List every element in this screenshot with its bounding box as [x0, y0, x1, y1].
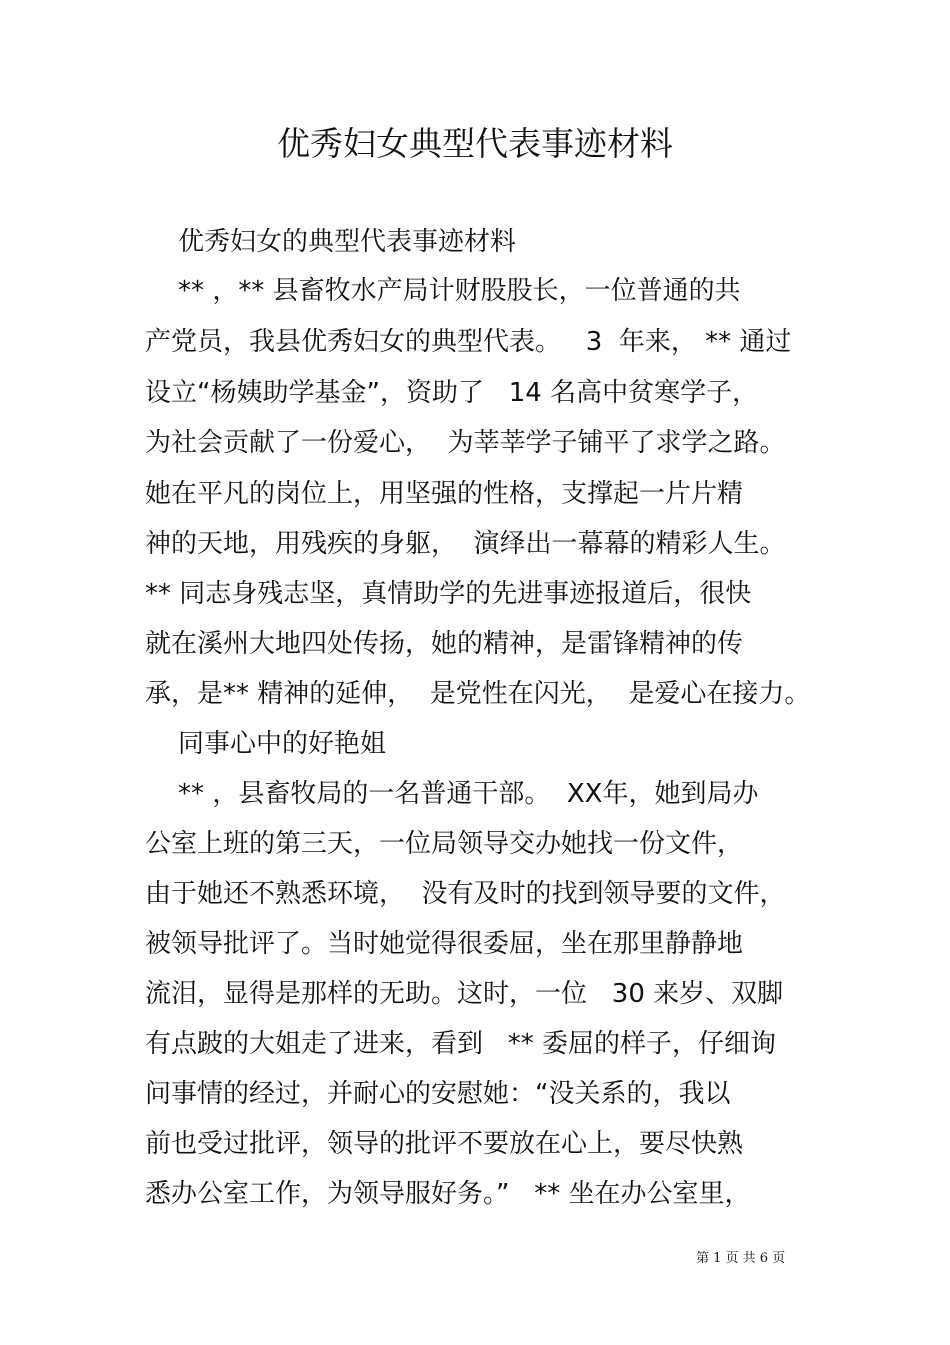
page-number: 第 1 页 共 6 页: [696, 1251, 786, 1266]
body-line: 问事情的经过，并耐心的安慰她：“没关系的，我以: [145, 1079, 731, 1109]
body-line: ** ，** 县畜牧水产局计财股股长，一位普通的共: [145, 276, 741, 306]
document-title: 优秀妇女典型代表事迹材料: [277, 124, 673, 163]
body-line: 有点跛的大姐走了进来，看到 ** 委屈的样子，仔细询: [145, 1029, 777, 1059]
body-line: 公室上班的第三天，一位局领导交办她找一份文件，: [145, 829, 744, 859]
body-line: 产党员，我县优秀妇女的典型代表。 3 年来， ** 通过: [145, 327, 792, 357]
body-line: 前也受过批评，领导的批评不要放在心上，要尽快熟: [145, 1129, 744, 1159]
body-line: 被领导批评了。当时她觉得很委屈，坐在那里静静地: [145, 929, 744, 959]
body-line: ** ，县畜牧局的一名普通干部。 XX年，她到局办: [145, 779, 759, 809]
body-line: 她在平凡的岗位上，用坚强的性格，支撑起一片片精: [145, 479, 744, 509]
body-line: 优秀妇女的典型代表事迹材料: [145, 227, 517, 257]
body-line: 流泪，显得是那样的无助。这时，一位 30 来岁、双脚: [145, 979, 784, 1009]
body-line: 为社会贡献了一份爱心， 为莘莘学子铺平了求学之路。: [145, 428, 786, 458]
body-line: 设立“杨姨助学基金”，资助了 14 名高中贫寒学子，: [145, 378, 759, 408]
body-line: ** 同志身残志坚，真情助学的先进事迹报道后，很快: [145, 579, 752, 609]
body-line: 悉办公室工作，为领导服好务。” ** 坐在办公室里，: [145, 1179, 751, 1209]
body-line: 承，是** 精神的延伸， 是党性在闪光， 是爱心在接力。: [145, 679, 811, 709]
body-line: 就在溪州大地四处传扬，她的精神，是雷锋精神的传: [145, 629, 744, 659]
body-line: 神的天地，用残疾的身躯， 演绎出一幕幕的精彩人生。: [145, 529, 786, 559]
section-heading: 同事心中的好艳姐: [145, 729, 387, 759]
body-line: 由于她还不熟悉环境， 没有及时的找到领导要的文件，: [145, 879, 786, 909]
